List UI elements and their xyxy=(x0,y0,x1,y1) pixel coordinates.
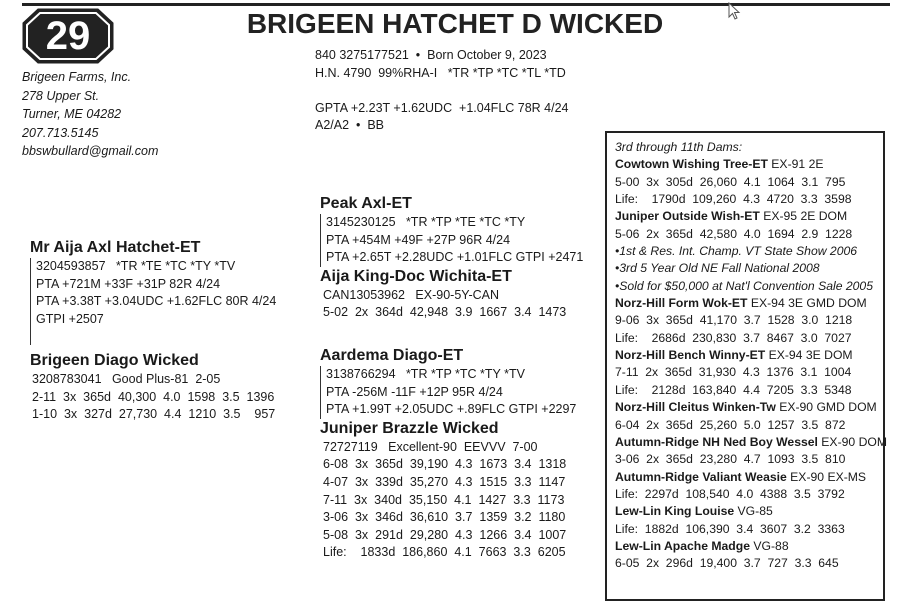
dams-sire-name: Aardema Diago-ET xyxy=(320,347,464,364)
dams-box-header: 3rd through 11th Dams: xyxy=(615,140,743,154)
dam-entry-name-row xyxy=(615,469,875,486)
sire-line: PTA +3.38T +3.04UDC +1.62FLC 80R 4/24 xyxy=(36,294,277,309)
dam-record-row xyxy=(615,174,875,191)
dams-dam-line: 72727119 Excellent-90 EEVVV 7-00 xyxy=(323,439,538,454)
sire-line: 3204593857 *TR *TE *TC *TY *TV xyxy=(36,259,236,273)
dam-name: Brigeen Diago Wicked xyxy=(30,352,199,369)
sires-dam-line: 5-02 2x 364d 42,948 3.9 1667 3.4 1473 xyxy=(323,305,567,320)
sire-line: GTPI +2507 xyxy=(36,311,104,326)
dam-record-row xyxy=(615,382,875,399)
dam-entry-name: Norz-Hill Bench Winny-ET xyxy=(615,348,766,363)
dam-entry-name: Cowtown Wishing Tree-ET xyxy=(615,157,768,172)
dam-record-row xyxy=(615,226,875,243)
dams-dam-name: Juniper Brazzle Wicked xyxy=(320,419,499,437)
dam-record-row xyxy=(615,486,875,503)
dam-note-row xyxy=(615,260,875,277)
dams-sire-line: PTA +1.99T +2.05UDC +.89FLC GTPI +2297 xyxy=(326,402,577,417)
dam-note-text: •1st & Res. Int. Champ. VT State Show 2006 xyxy=(615,244,858,259)
sire-block xyxy=(30,238,276,345)
animal-identification xyxy=(315,47,569,135)
sire-line: PTA +721M +33F +31P 82R 4/24 xyxy=(36,276,221,291)
dam-entry-classification: VG-85 xyxy=(734,504,773,519)
dam-record-row xyxy=(615,330,875,347)
dam-entry-name-row xyxy=(615,399,875,416)
dam-record-text: Life: 2297d 108,540 4.0 4388 3.5 3792 xyxy=(615,486,845,501)
dam-record-text: 6-04 2x 365d 25,260 5.0 1257 3.5 872 xyxy=(615,417,846,432)
dam-entry-classification: EX-91 2E xyxy=(767,157,824,172)
dam-entry-name-row xyxy=(615,347,875,364)
sires-sire-line: PTA +454M +49F +27P 96R 4/24 xyxy=(326,232,511,247)
dam-note-text: •Sold for $50,000 at Nat'l Convention Sale 2005 xyxy=(615,278,873,293)
consignor-phone: 207.713.5145 xyxy=(22,125,99,140)
consignor-name: Brigeen Farms, Inc. xyxy=(22,70,132,84)
consignor-street: 278 Upper St. xyxy=(22,88,100,103)
dam-record-row xyxy=(615,451,875,468)
dam-record-row xyxy=(615,312,875,329)
dams-sire-line: 3138766294 *TR *TP *TC *TY *TV xyxy=(326,367,525,381)
dam-record-text: Life: 1790d 109,260 4.3 4720 3.3 3598 xyxy=(615,192,852,207)
dam-note-row xyxy=(615,243,875,260)
dam-entry-classification: EX-90 EX-MS xyxy=(786,469,867,484)
dam-record-text: 5-06 2x 365d 42,580 4.0 1694 2.9 1228 xyxy=(615,226,853,241)
lot-number-badge xyxy=(22,8,114,64)
dam-entry-name-row xyxy=(615,208,875,225)
dam-line: 2-11 3x 365d 40,300 4.0 1598 3.5 1396 xyxy=(32,389,275,404)
dams-box-rows xyxy=(615,156,888,572)
dam-record-row xyxy=(615,417,875,434)
dam-note-text: •3rd 5 Year Old NE Fall National 2008 xyxy=(615,261,820,276)
dam-entry-classification: VG-88 xyxy=(749,538,789,553)
genotype-line: A2/A2 • BB xyxy=(315,118,384,132)
sires-sire-line: 3145230125 *TR *TP *TE *TC *TY xyxy=(326,215,526,229)
dam-entry-name: Norz-Hill Cleitus Winken-Tw xyxy=(615,400,776,415)
dam-entry-name-row xyxy=(615,538,875,555)
herd-number-line: H.N. 4790 99%RHA-I *TR *TP *TC *TL *TD xyxy=(315,65,566,80)
dam-entry-classification: EX-94 3E GMD DOM xyxy=(747,296,867,311)
dams-dam-line: 4-07 3x 339d 35,270 4.3 1515 3.3 1147 xyxy=(323,474,566,489)
dam-record-row xyxy=(615,364,875,381)
dam-entry-name: Juniper Outside Wish-ET xyxy=(615,209,760,224)
sire-name: Mr Aija Axl Hatchet-ET xyxy=(30,239,201,256)
dam-entry-name: Norz-Hill Form Wok-ET xyxy=(615,296,748,311)
extended-dams-box xyxy=(605,131,888,601)
gpta-line: GPTA +2.23T +1.62UDC +1.04FLC 78R 4/24 xyxy=(315,100,569,115)
dam-record-text: 9-06 3x 365d 41,170 3.7 1528 3.0 1218 xyxy=(615,313,853,328)
dam-entry-name: Lew-Lin King Louise xyxy=(615,504,735,519)
dam-entry-name-row xyxy=(615,295,875,312)
registration-line: 840 3275177521 • Born October 9, 2023 xyxy=(315,48,547,62)
consignor-address xyxy=(22,68,158,161)
dam-entry-classification: EX-90 DOM xyxy=(817,434,888,449)
dam-record-text: 3-06 2x 365d 23,280 4.7 1093 3.5 810 xyxy=(615,452,846,467)
dam-record-text: Life: 1882d 106,390 3.4 3607 3.2 3363 xyxy=(615,521,845,536)
consignor-email: bbswbullard@gmail.com xyxy=(22,144,159,159)
dam-note-row xyxy=(615,278,875,295)
dam-record-text: 7-11 2x 365d 31,930 4.3 1376 3.1 1004 xyxy=(615,365,852,380)
sires-dam-line: CAN13053962 EX-90-5Y-CAN xyxy=(323,287,500,302)
dam-entry-classification: EX-90 GMD DOM xyxy=(775,400,877,415)
dams-sire-block xyxy=(320,346,576,562)
dam-entry-classification: EX-94 3E DOM xyxy=(765,348,853,363)
sires-sire-line: PTA +2.65T +2.28UDC +1.01FLC GTPI +2471 xyxy=(326,250,584,265)
sires-sire-block xyxy=(320,194,583,322)
dam-entry-name: Autumn-Ridge NH Ned Boy Wessel xyxy=(615,434,818,449)
page-title: BRIGEEN HATCHET D WICKED xyxy=(246,8,664,39)
dam-entry-name: Autumn-Ridge Valiant Weasie xyxy=(615,469,787,484)
dam-entry-name-row xyxy=(615,503,875,520)
consignor-city: Turner, ME 04282 xyxy=(22,107,122,122)
header-rule xyxy=(22,3,890,6)
dams-sire-line: PTA -256M -11F +12P 95R 4/24 xyxy=(326,384,503,399)
dams-dam-line: 6-08 3x 365d 39,190 4.3 1673 3.4 1318 xyxy=(323,457,567,472)
dams-dam-line: 7-11 3x 340d 35,150 4.1 1427 3.3 1173 xyxy=(323,492,565,507)
dam-record-text: 6-05 2x 296d 19,400 3.7 727 3.3 645 xyxy=(615,556,839,571)
dam-record-text: Life: 2128d 163,840 4.4 7205 3.3 5348 xyxy=(615,382,852,397)
sires-dam-name: Aija King-Doc Wichita-ET xyxy=(320,267,512,285)
dam-record-text: Life: 2686d 230,830 3.7 8467 3.0 7027 xyxy=(615,330,852,345)
lot-number: 29 xyxy=(45,14,91,58)
dam-entry-name-row xyxy=(615,434,888,451)
dams-dam-line: Life: 1833d 186,860 4.1 7663 3.3 6205 xyxy=(323,545,566,560)
dam-entry-classification: EX-95 2E DOM xyxy=(759,209,848,224)
dam-record-row xyxy=(615,555,875,572)
dams-dam-line: 5-08 3x 291d 29,280 4.3 1266 3.4 1007 xyxy=(323,527,567,542)
dams-dam-line: 3-06 3x 346d 36,610 3.7 1359 3.2 1180 xyxy=(323,510,566,525)
sires-sire-name: Peak Axl-ET xyxy=(320,195,412,212)
dam-entry-name-row xyxy=(615,156,875,173)
dam-block xyxy=(30,351,275,424)
dam-entry-name: Lew-Lin Apache Madge xyxy=(615,538,750,553)
dam-record-row xyxy=(615,521,875,538)
dam-line: 1-10 3x 327d 27,730 4.4 1210 3.5 957 xyxy=(32,407,276,422)
dam-line: 3208783041 Good Plus-81 2-05 xyxy=(32,372,221,386)
dam-record-text: 5-00 3x 305d 26,060 4.1 1064 3.1 795 xyxy=(615,174,846,189)
mouse-cursor-icon xyxy=(728,2,742,27)
dam-record-row xyxy=(615,191,875,208)
